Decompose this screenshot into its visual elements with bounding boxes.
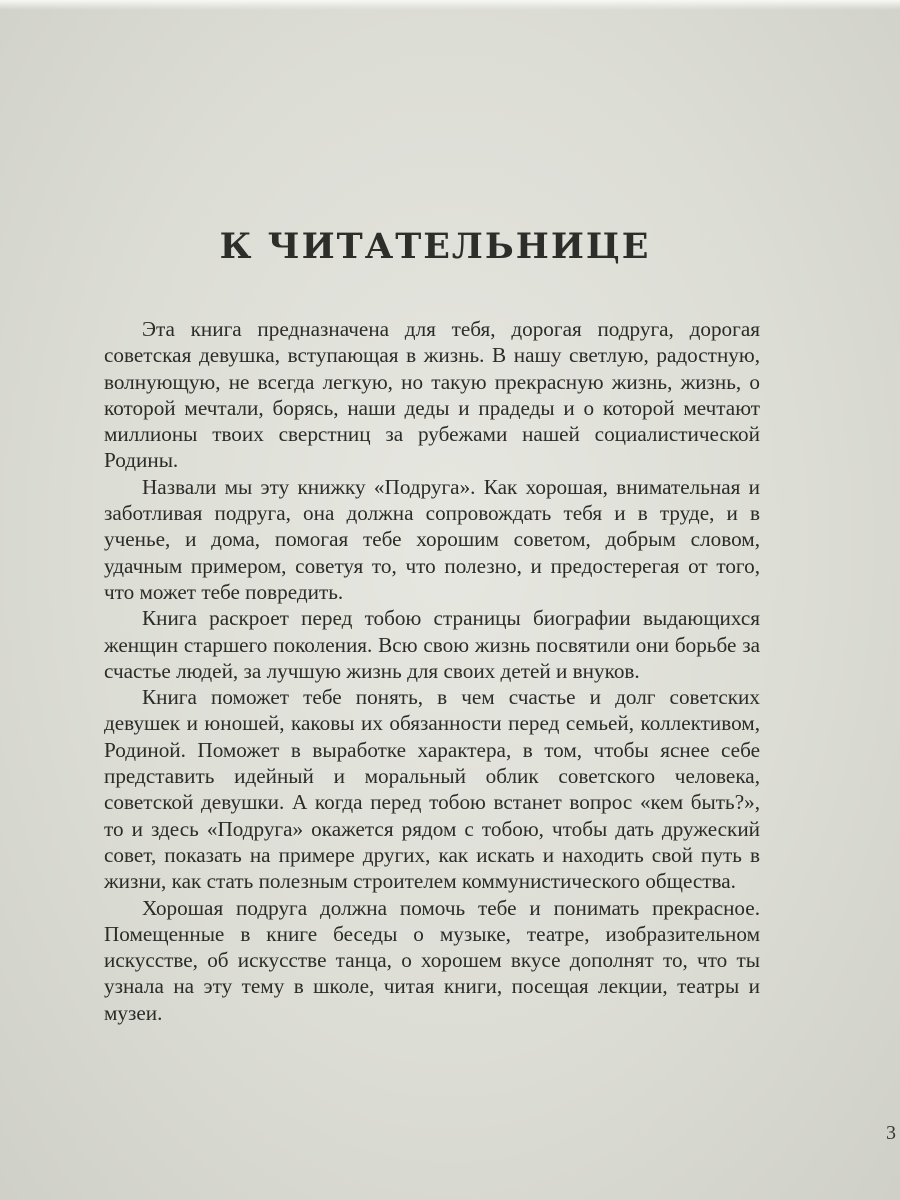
paragraph-5: Хорошая подруга должна помочь тебе и понимать прекрасное. Помещенные в книге беседы о музыке, театре, изобразительном искусстве, об искусстве танца, о хорошем вкусе дополнят то, что ты узнала на эту тему в школе, читая книги, посещая лекции, театры и музеи. — [104, 895, 760, 1025]
paragraph-2: Назвали мы эту книжку «Подруга». Как хорошая, внимательная и заботливая подруга, она должна сопровождать тебя и в труде, и в ученье, и дома, помогая тебе хорошим советом, добрым словом, удачным примером, советуя то, что полезно, и предостерегая от того, что может тебе повредить. — [104, 474, 760, 604]
page-top-edge — [0, 0, 900, 10]
body-text — [104, 316, 760, 1026]
chapter-title: К ЧИТАТЕЛЬНИЦЕ — [219, 226, 651, 267]
paragraph-1: Эта книга предназначена для тебя, дорогая подруга, дорогая советская девушка, вступающая в жизнь. В нашу светлую, радостную, волнующую, не всегда легкую, но такую прекрасную жизнь, жизнь, о которой мечтали, борясь, наши деды и прадеды и о которой мечтают миллионы твоих сверстниц за рубежами нашей социалистической Родины. — [104, 317, 760, 473]
paragraph-4: Книга поможет тебе понять, в чем счастье и долг советских девушек и юношей, каковы их обязанности перед семьей, коллективом, Родиной. Поможет в выработке характера, в том, чтобы яснее себе представить идейный и моральный облик советского человека, советской девушки. А когда перед тобою встанет вопрос «кем быть?», то и здесь «Подруга» окажется рядом с тобою, чтобы дать дружеский совет, показать на примере других, как искать и находить свой путь в жизни, как стать полезным строителем коммунистического общества. — [104, 685, 760, 894]
page-number: 3 — [886, 1122, 896, 1144]
paragraph-3: Книга раскроет перед тобою страницы биографии выдающихся женщин старшего поколения. Всю свою жизнь посвятили они борьбе за счастье людей, за лучшую жизнь для своих детей и внуков. — [104, 606, 760, 683]
